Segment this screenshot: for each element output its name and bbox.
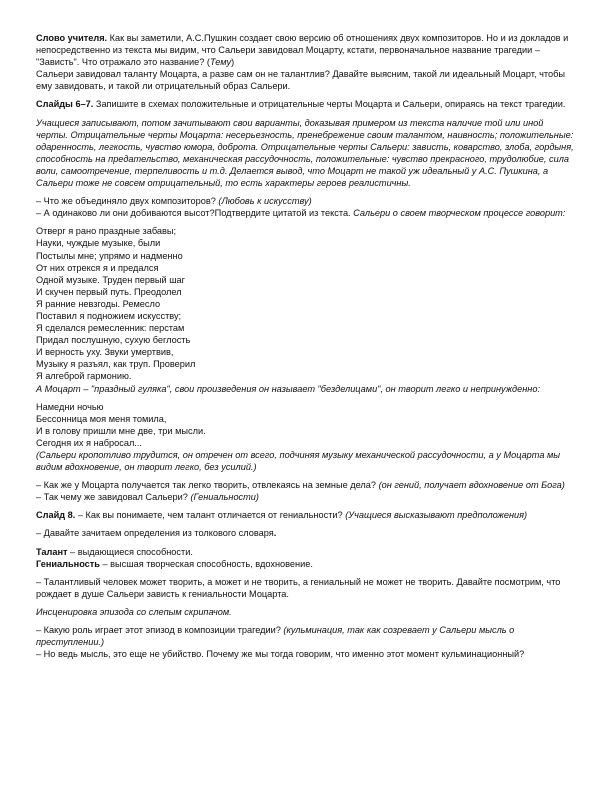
definitions: [36, 546, 576, 570]
question-1-answer: (Любовь к искусству): [218, 196, 312, 207]
definition-talent-text: – выдающиеся способности.: [67, 546, 193, 557]
poem-salieri: [36, 225, 576, 394]
poem-line: Я сделался ремесленник: перстам: [36, 323, 185, 334]
definition-talent-term: Талант: [36, 546, 68, 557]
poem-line: Придал послушную, сухую беглость: [36, 335, 191, 346]
question-1: [36, 195, 576, 207]
intro-label: Слово учителя.: [36, 33, 108, 43]
question-2-answer: Сальери о своем творческом процессе говорит:: [353, 208, 566, 219]
slides-6-7-text: Запишите в схемах положительные и отрицательные черты Моцарта и Сальери, опираясь на текст трагедии.: [93, 99, 566, 110]
question-4-text: – Так чему же завидовал Сальери?: [36, 492, 191, 503]
dictionary-prompt: [36, 527, 576, 539]
question-3-text: – Как же у Моцарта получается так легко творить, отвлекаясь на земные дела?: [36, 480, 379, 491]
question-6: – Но ведь мысль, это еще не убийство. Почему же мы тогда говорим, что именно этот момент кульминационный?: [36, 649, 525, 660]
students-note-text: Учащиеся записывают, потом зачитывают свои варианты, доказывая примером из текста наличие той или иной черты. Отрицательные черты Моцарта: несерьезность, пренебрежение своим талантом, наивность; положительные: одаренность, легкость, чувство юмора, доброта. Отрицательные черты Сальери: зависть, коварство, злоба, гордыня, способность на предательство, механическая рассудочность, положительные: чувство прекрасного, трудолюбие, сила воли, самоотречение, терпеливость и т.д. Делается вывод, что Моцарт не такой уж идеальный у А.С. Пушкина, а Сальери тоже не совсем отрицательный, то есть характеры героев реалистичны.: [36, 117, 574, 189]
question-4-answer: (Гениальности): [190, 492, 259, 503]
slide-8-text: – Как вы понимаете, чем талант отличается от гениальности?: [75, 510, 346, 521]
question-3: [36, 479, 576, 491]
poem-line: Сегодня их я набросал...: [36, 437, 142, 448]
talent-vs-genius: – Талантливый человек может творить, а может и не творить, а гениальный не может не творить. Давайте посмотрим, что рождает в душе Сальери зависть к гениальности Моцарта.: [36, 576, 561, 599]
poem-line: Я алгеброй гармонию.: [36, 371, 132, 382]
intro-paragraph: [36, 32, 576, 92]
question-5-text: – Какую роль играет этот эпизод в композиции трагедии?: [36, 625, 284, 636]
slide-8-answer: (Учащиеся высказывают предположения): [345, 510, 528, 521]
poem-line: Отверг я рано праздные забавы;: [36, 226, 177, 237]
slide-8-label: Слайд 8.: [36, 510, 76, 521]
poem-line: Науки, чуждые музыке, были: [36, 238, 161, 249]
dictionary-prompt-text: – Давайте зачитаем определения из толкового словаря: [36, 528, 274, 539]
poem-line: Я ранние невзгоды. Ремесло: [36, 298, 161, 309]
mozart-note: [36, 383, 576, 395]
question-4: [36, 491, 576, 503]
slides-6-7-paragraph: [36, 98, 576, 110]
intro-hint: Тему: [209, 57, 232, 68]
intro-text-2: Сальери завидовал таланту Моцарта, а разве сам он не талантлив? Давайте выясним, такой ли идеальный Моцарт, чтобы ему завидовать, и такой ли отрицательный образ Сальери.: [36, 69, 565, 92]
slide-8-paragraph: [36, 509, 576, 521]
questions-block-2: [36, 479, 576, 503]
students-note: [36, 117, 576, 190]
poem-line: Одной музыке. Труден первый шаг: [36, 274, 186, 285]
poem-note-text: (Сальери кропотливо трудится, он отречен от всего, подчиняя музыку механической рассудочности, а у Моцарта мы видим вдохновение, он творит легко, без усилий.): [36, 450, 561, 473]
poem-line: И верность уху. Звуки умертвив,: [36, 347, 174, 358]
question-3-answer: (он гений, получает вдохновение от Бога): [378, 480, 565, 491]
question-2-text: – А одинаково ли они добиваются высот?Подтвердите цитатой из текста.: [36, 208, 354, 219]
poem-line: Намедни ночью: [36, 401, 104, 412]
definition-genius: [36, 558, 576, 570]
slides-6-7-label: Слайды 6–7.: [36, 99, 94, 110]
mozart-note-text: А Моцарт – "праздный гуляка", свои произведения он называет "безделицами", он творит легко и непринужденно:: [36, 383, 541, 394]
questions-block-3: [36, 624, 576, 660]
definition-genius-term: Гениальность: [36, 558, 100, 569]
episode-note: [36, 606, 576, 618]
poem-note: [36, 449, 576, 473]
question-5: [36, 624, 576, 648]
intro-text-close: ): [231, 57, 235, 68]
intro-text: Как вы заметили, А.С.Пушкин создает свою версию об отношениях двух композиторов. Но и из докладов и непосредственно из текста мы видим, что Сальери завидовал Моцарту, кстати, первоначальное название трагедии – "Зависть". Что отражало это название? (: [36, 33, 569, 68]
poem-line: От них отрекся я и предался: [36, 262, 159, 273]
question-2: [36, 207, 576, 219]
poem-line: Поставил я подножием искусству;: [36, 310, 182, 321]
episode-note-text: Инсценировка эпизода со слепым скрипачом.: [36, 606, 232, 617]
poem-line: Бессонница моя меня томила,: [36, 413, 167, 424]
definition-genius-text: – высшая творческая способность, вдохновение.: [99, 558, 313, 569]
questions-block-1: [36, 195, 576, 219]
question-5-answer: (кульминация, так как созревает у Сальери мысль о преступлении.): [36, 625, 515, 648]
poem-line: Постылы мне; упрямо и надменно: [36, 250, 183, 261]
poem-mozart: [36, 401, 576, 474]
question-1-text: – Что же объединяло двух композиторов?: [36, 196, 219, 207]
dictionary-prompt-dot: .: [273, 528, 277, 539]
poem-line: И скучен первый путь. Преодолел: [36, 286, 182, 297]
definition-talent: [36, 546, 576, 558]
poem-line: И в голову пришли мне две, три мысли.: [36, 425, 206, 436]
poem-line: Музыку я разъял, как труп. Проверил: [36, 359, 196, 370]
